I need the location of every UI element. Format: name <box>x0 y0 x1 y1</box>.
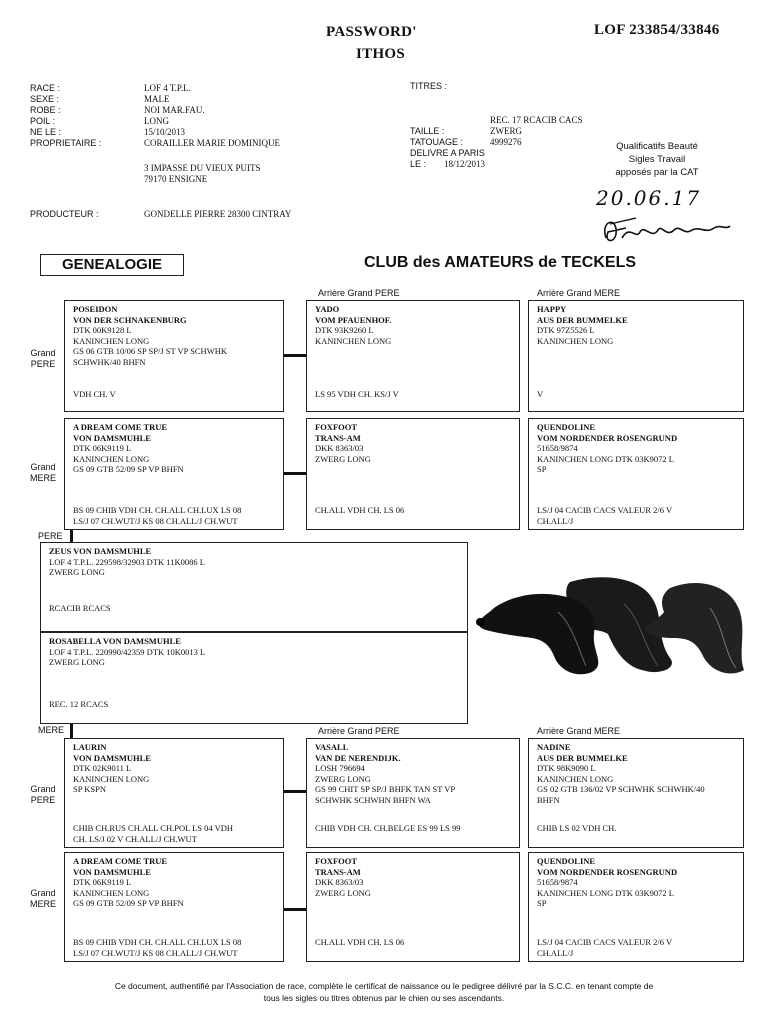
dog-size: ZWERG LONG <box>49 567 105 577</box>
dog-registration: LOSH 796694 <box>315 763 365 773</box>
col-head-agm-top: Arrière Grand MERE <box>537 288 621 298</box>
connector <box>70 724 73 738</box>
label-race: RACE : <box>30 83 61 93</box>
dog-work-2: SCHWHK SCHWHN BHFN WA <box>315 794 431 805</box>
dog-titles-1: LS/J 04 CACIB CACS VALEUR 2/6 V <box>537 937 673 947</box>
dog-size: ZWERG LONG <box>49 657 105 667</box>
dog-kennel: VOM PFAUENHOF. <box>315 314 392 325</box>
label-le: LE : <box>410 159 427 169</box>
dog-titles: V <box>537 388 544 399</box>
label-titres: TITRES : <box>410 81 448 91</box>
pedigree-box-dam <box>40 632 468 724</box>
dog-size: KANINCHEN LONG <box>315 335 392 346</box>
parent-label-mere: MERE <box>38 725 65 735</box>
row-label-grand-pere-bottom <box>26 784 60 806</box>
dog-registration: 51658/9874 <box>537 877 578 887</box>
dog-titles-1: BS 09 CHIB VDH CH. CH.ALL CH.LUX LS 08 <box>73 937 242 947</box>
dachshund-heads-illustration <box>474 568 750 680</box>
dog-work: GS 09 GTB 52/09 SP VP BHFN <box>73 464 184 474</box>
dog-size: ZWERG LONG <box>315 887 371 898</box>
dog-titles: CHIB VDH CH. CH.BELGE ES 99 LS 99 <box>315 822 461 833</box>
pedigree-box-paternal-gp-sire <box>306 300 520 412</box>
row-label-grand: Grand <box>30 784 56 794</box>
cat-line-1: Qualificatifs Beauté <box>616 141 698 152</box>
dog-titles-1: LS/J 04 CACIB CACS VALEUR 2/6 V <box>537 505 673 515</box>
dog-kennel: TRANS-AM <box>315 432 361 443</box>
cat-line-2: Sigles Travail <box>628 154 686 165</box>
dog-titles-2: LS/J 07 CH.WUT/J KS 08 CH.ALL/J CH.WUT <box>73 947 238 958</box>
dog-name: YADO <box>315 304 340 314</box>
connector <box>284 790 306 793</box>
lof-number: LOF 233854/33846 <box>594 22 720 38</box>
pedigree-box-maternal-gp-sire <box>306 738 520 848</box>
dog-kennel: VON DAMSMUHLE <box>73 752 151 763</box>
dog-kennel: VOM NORDENDER ROSENGRUND <box>537 432 678 443</box>
pedigree-box-maternal-gp-dam <box>528 738 744 848</box>
value-taille: ZWERG <box>490 126 522 136</box>
value-ne-le: 15/10/2013 <box>144 127 186 137</box>
dog-registration: 51658/9874 <box>537 443 578 453</box>
dog-titles-2: CH.ALL/J <box>537 515 574 526</box>
row-label-pere: PERE <box>30 795 56 805</box>
club-heading: CLUB des AMATEURS de TECKELS <box>364 254 637 271</box>
dog-work: GS 06 GTB 10/06 SP SP/J ST VP SCHWHK <box>73 346 227 356</box>
value-sexe: MALE <box>144 94 170 104</box>
dog-work: SP <box>537 898 547 908</box>
row-label-grand-mere-bottom <box>26 888 60 910</box>
cat-stamp <box>592 140 722 179</box>
dog-size: KANINCHEN LONG DTK 03K9072 L <box>537 453 674 464</box>
dog-titles <box>73 505 277 526</box>
connector <box>284 908 306 911</box>
row-label-grand: Grand <box>30 348 56 358</box>
dog-kennel: VON DER SCHNAKENBURG <box>73 314 187 325</box>
dog-name: FOXFOOT <box>315 422 358 432</box>
cat-date: 20.06.17 <box>596 186 702 210</box>
dog-registration: DTK 00K9128 L <box>73 325 132 335</box>
dog-registration: DTK 02K9011 L <box>73 763 132 773</box>
dog-registration: DTK 97Z5526 L <box>537 325 595 335</box>
dog-kennel: VON DAMSMUHLE <box>73 432 151 443</box>
label-robe: ROBE : <box>30 105 61 115</box>
connector <box>284 472 306 475</box>
dog-kennel: AUS DER BUMMELKE <box>537 314 628 325</box>
dog-titles <box>73 823 277 844</box>
footer-line-2: tous les sigles ou titres obtenus par le chien ou ses ascendants. <box>263 993 505 1003</box>
dog-work-2: BHFN <box>537 794 560 805</box>
dog-name: ZEUS VON DAMSMUHLE <box>49 546 152 556</box>
dog-registration: DTK 98K9090 L <box>537 763 596 773</box>
dog-titles-2: LS/J 07 CH.WUT/J KS 08 CH.ALL/J CH.WUT <box>73 515 238 526</box>
dog-work-2: SCHWHK/40 BHFN <box>73 356 146 367</box>
label-tatouage: TATOUAGE : <box>410 137 464 147</box>
dog-kennel: VOM NORDENDER ROSENGRUND <box>537 866 678 877</box>
dog-work: GS 99 CHIT SP SP/J BHFK TAN ST VP <box>315 784 456 794</box>
dog-kennel: TRANS-AM <box>315 866 361 877</box>
footer-note <box>20 980 748 1004</box>
dog-registration: DTK 93K9260 L <box>315 325 374 335</box>
dog-titles-1: BS 09 CHIB VDH CH. CH.ALL CH.LUX LS 08 <box>73 505 242 515</box>
dog-size: KANINCHEN LONG <box>73 453 150 464</box>
dog-work: GS 02 GTB 136/02 VP SCHWHK SCHWHK/40 <box>537 784 705 794</box>
dog-registration: DKK 8363/03 <box>315 877 364 887</box>
col-head-agp-bottom: Arrière Grand PERE <box>318 726 400 736</box>
pedigree-box-maternal-gm-dam <box>528 852 744 962</box>
label-proprietaire: PROPRIETAIRE : <box>30 138 102 148</box>
dog-titles: VDH CH. V <box>73 388 116 399</box>
dog-titles <box>537 505 737 526</box>
dog-size: ZWERG LONG <box>315 453 371 464</box>
pedigree-box-paternal-grandfather <box>64 300 284 412</box>
parent-label-pere: PERE <box>38 531 63 541</box>
identity-labels <box>30 83 101 149</box>
dog-name: QUENDOLINE <box>537 422 596 432</box>
dog-titles: CH.ALL VDH CH. LS 06 <box>315 504 405 515</box>
connector <box>284 354 306 357</box>
label-producteur: PRODUCTEUR : <box>30 209 99 219</box>
dog-kennel: VAN DE NERENDIJK. <box>315 752 401 763</box>
row-label-mere: MERE <box>29 473 56 483</box>
dog-size: KANINCHEN LONG <box>73 887 150 898</box>
dog-registration: LOF 4 T.P.L. 229598/32903 DTK 11K0086 L <box>49 556 205 567</box>
pedigree-title: PASSWORD' <box>326 24 417 40</box>
row-label-grand-pere-top <box>26 348 60 370</box>
value-le: 18/12/2013 <box>444 159 486 169</box>
identity-values <box>144 83 280 149</box>
dog-name: FOXFOOT <box>315 856 358 866</box>
pedigree-box-maternal-gm-sire <box>306 852 520 962</box>
row-label-grand-mere-top <box>26 462 60 484</box>
dog-registration: DTK 06K9119 L <box>73 443 132 453</box>
dog-registration: DKK 8363/03 <box>315 443 364 453</box>
row-label-mere: MERE <box>29 899 56 909</box>
dog-kennel: VON DAMSMUHLE <box>73 866 151 877</box>
dog-size: ZWERG LONG <box>315 773 371 784</box>
dog-titles: CH.ALL VDH CH. LS 06 <box>315 936 405 947</box>
row-label-pere: PERE <box>30 359 56 369</box>
dog-work: SP <box>537 464 547 474</box>
dog-size: KANINCHEN LONG <box>537 773 614 784</box>
dog-size: KANINCHEN LONG <box>537 335 614 346</box>
row-label-grand: Grand <box>30 462 56 472</box>
dog-name: QUENDOLINE <box>537 856 596 866</box>
dog-work: SP KSPN <box>73 784 106 794</box>
dog-name: POSEIDON <box>73 304 118 314</box>
label-delivre: DELIVRE A PARIS <box>410 148 485 158</box>
owner-address <box>144 163 261 185</box>
pedigree-box-paternal-gm-sire <box>306 418 520 530</box>
dog-titles: RCACIB RCACS <box>49 602 111 613</box>
value-poil: LONG <box>144 116 169 126</box>
genealogie-heading: GENEALOGIE <box>40 254 184 276</box>
dog-kennel: AUS DER BUMMELKE <box>537 752 628 763</box>
col-head-agp-top: Arrière Grand PERE <box>318 288 400 298</box>
col-head-agm-bottom: Arrière Grand MERE <box>537 726 621 736</box>
pedigree-box-paternal-gm-dam <box>528 418 744 530</box>
cat-line-3: apposés par la CAT <box>615 167 699 178</box>
footer-line-1: Ce document, authentifié par l'Association de race, complète le certificat de naissance ou le pedigree délivré par la S.C.C. en tenant compte de <box>114 981 654 991</box>
dog-titles <box>537 937 737 958</box>
pedigree-box-paternal-grandmother <box>64 418 284 530</box>
label-taille: TAILLE : <box>410 126 445 136</box>
signature <box>596 210 736 248</box>
label-poil: POIL : <box>30 116 56 126</box>
dog-name: LAURIN <box>73 742 107 752</box>
dog-titles-1: CHIB CH.RUS CH.ALL CH.POL LS 04 VDH <box>73 823 234 833</box>
value-robe: NOI MAR.FAU. <box>144 105 205 115</box>
dog-size: KANINCHEN LONG <box>73 773 150 784</box>
pedigree-box-maternal-grandmother <box>64 852 284 962</box>
value-producteur: GONDELLE PIERRE 28300 CINTRAY <box>144 209 292 219</box>
row-label-grand: Grand <box>30 888 56 898</box>
dog-registration: LOF 4 T.P.L. 220990/42359 DTK 10K0013 L <box>49 646 206 657</box>
dog-titles: CHIB LS 02 VDH CH. <box>537 822 617 833</box>
value-tatouage: 4999276 <box>490 137 522 147</box>
dog-titles: LS 95 VDH CH. KS/J V <box>315 388 399 399</box>
dog-titles-2: CH.ALL/J <box>537 947 574 958</box>
pedigree-box-sire <box>40 542 468 632</box>
dog-size: KANINCHEN LONG <box>73 335 150 346</box>
pedigree-box-paternal-gp-dam <box>528 300 744 412</box>
dog-name: ROSABELLA VON DAMSMUHLE <box>49 636 181 646</box>
dog-size: KANINCHEN LONG DTK 03K9072 L <box>537 887 674 898</box>
dog-titles-2: CH. LS/J 02 V CH.ALL/J CH.WUT <box>73 833 197 844</box>
dog-name: ITHOS <box>356 46 406 62</box>
dog-name: HAPPY <box>537 304 567 314</box>
value-race: LOF 4 T.P.L. <box>144 83 191 93</box>
value-proprietaire: CORAILLER MARIE DOMINIQUE <box>144 138 280 148</box>
dog-name: A DREAM COME TRUE <box>73 422 168 432</box>
address-line-1: 3 IMPASSE DU VIEUX PUITS <box>144 163 261 173</box>
dog-name: VASALL <box>315 742 349 752</box>
pedigree-box-maternal-grandfather <box>64 738 284 848</box>
dog-work: GS 09 GTB 52/09 SP VP BHFN <box>73 898 184 908</box>
dog-name: A DREAM COME TRUE <box>73 856 168 866</box>
label-ne-le: NE LE : <box>30 127 62 137</box>
dog-titles: REC. 12 RCACS <box>49 698 109 709</box>
dog-registration: DTK 06K9119 L <box>73 877 132 887</box>
address-line-2: 79170 ENSIGNE <box>144 174 208 184</box>
connector <box>70 530 73 542</box>
dog-titles <box>73 937 277 958</box>
dog-name: NADINE <box>537 742 571 752</box>
value-titres: REC. 17 RCACIB CACS <box>490 115 583 125</box>
label-sexe: SEXE : <box>30 94 60 104</box>
